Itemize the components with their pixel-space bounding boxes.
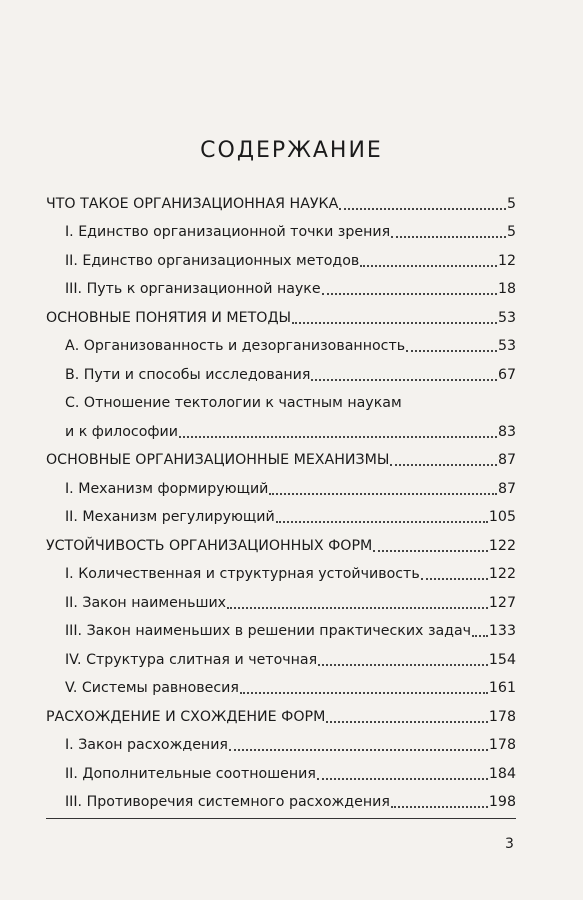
toc-entry-page: 161 bbox=[488, 680, 516, 696]
toc-section-entry bbox=[46, 213, 516, 242]
dot-leader bbox=[472, 635, 488, 637]
toc-entry-title: ЧТО ТАКОЕ ОРГАНИЗАЦИОННАЯ НАУКА bbox=[46, 195, 339, 212]
toc-section-entry bbox=[46, 754, 516, 783]
toc-entry-title: I. Единство организационной точки зрения bbox=[65, 224, 391, 240]
toc-entry-page: 87 bbox=[497, 480, 516, 497]
dot-leader bbox=[406, 350, 497, 352]
toc-entry-title: I. Закон расхождения bbox=[65, 737, 228, 753]
dot-leader bbox=[390, 464, 497, 466]
toc-entry-page: 178 bbox=[488, 708, 516, 725]
dot-leader bbox=[317, 778, 488, 780]
toc-entry-title: IV. Структура слитная и четочная bbox=[65, 651, 318, 668]
toc-chapter-entry bbox=[46, 184, 516, 213]
dot-leader bbox=[240, 692, 488, 694]
toc-entry-title: III. Противоречия системного расхождения bbox=[65, 794, 390, 810]
toc-entry-title: С. Отношение тектологии к частным наукам bbox=[65, 395, 402, 411]
toc-entry-page: 83 bbox=[497, 423, 516, 440]
toc-entry-title: II. Единство организационных методов bbox=[65, 252, 360, 269]
dot-leader bbox=[339, 208, 506, 210]
toc-entry-title: III. Путь к организационной науке bbox=[65, 281, 321, 297]
toc-entry-title: В. Пути и способы исследования bbox=[65, 366, 311, 383]
dot-leader bbox=[391, 806, 488, 808]
toc-entry-page: 122 bbox=[488, 537, 516, 554]
dot-leader bbox=[421, 578, 488, 580]
toc-section-entry bbox=[46, 384, 516, 413]
toc-section-entry bbox=[46, 270, 516, 299]
toc-section-entry bbox=[46, 612, 516, 641]
toc-entry-title: I. Количественная и структурная устойчивость bbox=[65, 566, 420, 582]
toc-chapter-entry bbox=[46, 697, 516, 726]
toc-entry-page: 184 bbox=[488, 765, 516, 782]
toc-entry-title: ОСНОВНЫЕ ПОНЯТИЯ И МЕТОДЫ bbox=[46, 309, 292, 326]
toc-entry-title: РАСХОЖДЕНИЕ И СХОЖДЕНИЕ ФОРМ bbox=[46, 708, 326, 725]
footer-rule bbox=[46, 818, 516, 819]
dot-leader bbox=[311, 379, 497, 381]
toc-section-entry bbox=[46, 412, 516, 441]
toc-entry-title: ОСНОВНЫЕ ОРГАНИЗАЦИОННЫЕ МЕХАНИЗМЫ bbox=[46, 452, 390, 468]
toc-entry-page: 5 bbox=[506, 195, 516, 212]
dot-leader bbox=[269, 493, 497, 495]
toc-section-entry bbox=[46, 355, 516, 384]
toc-entry-title: УСТОЙЧИВОСТЬ ОРГАНИЗАЦИОННЫХ ФОРМ bbox=[46, 537, 373, 554]
toc-entry-page: 12 bbox=[497, 252, 516, 269]
toc-entry-page: 178 bbox=[488, 737, 516, 753]
toc-entry-page: 198 bbox=[488, 794, 516, 810]
dot-leader bbox=[227, 607, 488, 609]
toc-section-entry bbox=[46, 726, 516, 755]
toc-section-entry bbox=[46, 241, 516, 270]
toc-entry-page: 53 bbox=[497, 338, 516, 354]
dot-leader bbox=[276, 521, 488, 523]
toc-entry-page: 133 bbox=[488, 623, 516, 639]
dot-leader bbox=[322, 293, 497, 295]
toc-chapter-entry bbox=[46, 298, 516, 327]
toc-section-entry bbox=[46, 583, 516, 612]
dot-leader bbox=[292, 322, 497, 324]
toc-entry-title: А. Организованность и дезорганизованность bbox=[65, 338, 406, 354]
toc-section-entry bbox=[46, 783, 516, 812]
dot-leader bbox=[229, 749, 488, 751]
toc-section-entry bbox=[46, 327, 516, 356]
toc-entry-title: V. Системы равновесия bbox=[65, 680, 239, 696]
dot-leader bbox=[318, 664, 488, 666]
toc-entry-page: 122 bbox=[488, 566, 516, 582]
toc-section-entry bbox=[46, 669, 516, 698]
toc-entry-title: и к философии bbox=[65, 423, 178, 440]
toc-entry-page: 127 bbox=[488, 594, 516, 611]
toc-heading: СОДЕРЖАНИЕ bbox=[200, 138, 383, 163]
toc-section-entry bbox=[46, 640, 516, 669]
toc-entry-title: I. Механизм формирующий bbox=[65, 480, 269, 497]
dot-leader bbox=[326, 721, 488, 723]
toc-entry-title: II. Дополнительные соотношения bbox=[65, 765, 316, 782]
page-number: 3 bbox=[505, 836, 514, 852]
toc-entry-page: 18 bbox=[497, 281, 516, 297]
toc-entry-page: 53 bbox=[497, 309, 516, 326]
toc-entry-page: 67 bbox=[497, 366, 516, 383]
toc-entry-title: III. Закон наименьших в решении практических задач bbox=[65, 623, 472, 639]
toc-chapter-entry bbox=[46, 526, 516, 555]
toc-chapter-entry bbox=[46, 441, 516, 470]
toc-entry-title: II. Закон наименьших bbox=[65, 594, 227, 611]
toc-section-entry bbox=[46, 498, 516, 527]
toc-entry-page: 87 bbox=[497, 452, 516, 468]
dot-leader bbox=[391, 236, 506, 238]
toc-entry-page: 5 bbox=[506, 224, 516, 240]
toc-entry-title: II. Механизм регулирующий bbox=[65, 509, 275, 525]
table-of-contents bbox=[46, 184, 516, 811]
toc-section-entry bbox=[46, 469, 516, 498]
toc-entry-page: 154 bbox=[488, 651, 516, 668]
toc-entry-page: 105 bbox=[488, 509, 516, 525]
toc-section-entry bbox=[46, 555, 516, 584]
dot-leader bbox=[360, 265, 497, 267]
dot-leader bbox=[373, 550, 488, 552]
dot-leader bbox=[179, 436, 497, 438]
